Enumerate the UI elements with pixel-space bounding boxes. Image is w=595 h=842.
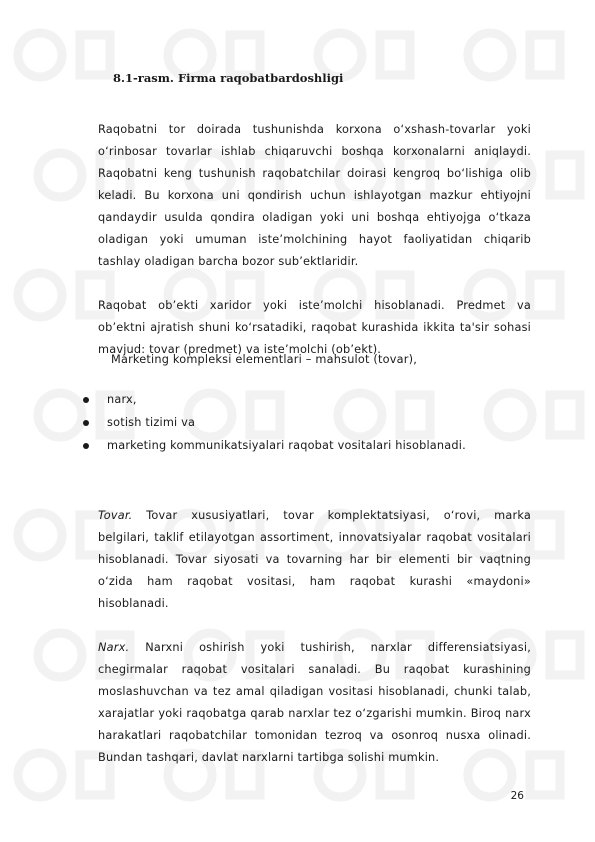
text-line: o‘rinbosar tovarlar ishlab chiqaruvchi boshqa korxonalarni aniqlaydi. bbox=[98, 145, 531, 158]
watermark-shape bbox=[38, 633, 82, 677]
text-line: qandaydir usulda qondira oladigan yoki uni boshqa ehtiyojga o‘tkaza bbox=[98, 211, 531, 224]
page-number: 26 bbox=[510, 790, 524, 802]
watermark-shape bbox=[18, 273, 62, 317]
text-line: xarajatlar yoki raqobatga qarab narxlar tez o‘zgarishi mumkin. Biroq narx bbox=[98, 707, 531, 720]
text-line: moslashuvchan va tez amal qiladigan vositasi hisoblanadi, chunki talab, bbox=[98, 685, 531, 698]
watermark-shape bbox=[530, 275, 560, 315]
list-item-text: marketing kommunikatsiyalari raqobat vositalari hisoblanadi. bbox=[107, 439, 466, 452]
text-line: hisoblanadi. Tovar siyosati va tovarning har bir elementi bir vaqtning bbox=[98, 553, 531, 566]
list-item-text: narx, bbox=[107, 393, 137, 406]
watermark-shape bbox=[550, 395, 580, 435]
text-line: Raqobat ob’ekti xaridor yoki iste’molchi hisoblanadi. Predmet va bbox=[98, 299, 531, 312]
bullet-icon bbox=[83, 420, 89, 426]
paragraph-product bbox=[98, 505, 531, 615]
text-line: harakatlari raqobatchilar tomonidan tezroq va osonroq nusxa olinadi. bbox=[98, 729, 531, 742]
paragraph-price bbox=[98, 637, 531, 769]
watermark-shape bbox=[488, 393, 532, 437]
watermark-shape bbox=[550, 155, 580, 195]
bullet-icon bbox=[83, 443, 89, 449]
text-line: oladigan yoki umuman iste’molchining hayot faoliyatidan chiqarib bbox=[98, 233, 531, 246]
text-line: Raqobatni keng tushunish raqobatchilar doirasi kengroq bo‘lishiga olib bbox=[98, 167, 531, 180]
watermark-shape bbox=[380, 35, 410, 75]
watermark-shape bbox=[530, 515, 560, 555]
watermark-shape bbox=[530, 755, 560, 795]
watermark-shape bbox=[530, 35, 560, 75]
text-line: keladi. Bu korxona uni qondirish uchun ishlayotgan mazkur ehtiyojni bbox=[98, 189, 531, 202]
text-line: Narx. Narxni oshirish yoki tushirish, narxlar differensiatsiyasi, bbox=[98, 641, 531, 654]
watermark-shape bbox=[550, 635, 580, 675]
text-line: tashlay oladigan barcha bozor sub’ektlaridir. bbox=[98, 255, 359, 268]
paragraph-lead: Narx. bbox=[98, 641, 130, 654]
bullet-list bbox=[80, 388, 466, 457]
bullet-icon bbox=[83, 397, 89, 403]
paragraph-marketing-complex: Marketing kompleksi elementlari – mahsulot (tovar), bbox=[111, 353, 418, 366]
watermark-shape bbox=[38, 153, 82, 197]
watermark-shape bbox=[18, 513, 62, 557]
watermark-shape bbox=[18, 753, 62, 797]
watermark-shape bbox=[468, 33, 512, 77]
text-line: chegirmalar raqobat vositalari sanaladi. Bu raqobat kurashining bbox=[98, 663, 531, 676]
watermark-shape bbox=[230, 35, 260, 75]
text-line: Tovar. Tovar xususiyatlari, tovar komplektatsiyasi, o‘rovi, marka bbox=[98, 509, 531, 522]
text-line: Raqobatni tor doirada tushunishda korxona o‘xshash-tovarlar yoki bbox=[98, 123, 531, 136]
watermark-shape bbox=[38, 393, 82, 437]
list-item bbox=[80, 388, 466, 411]
text-line: o‘zida ham raqobat vositasi, ham raqobat kurashi «maydoni» hisoblanadi. bbox=[98, 575, 531, 610]
text-line: Bundan tashqari, davlat narxlarni tartibga solishi mumkin. bbox=[98, 751, 440, 764]
list-item bbox=[80, 411, 466, 434]
list-item bbox=[80, 434, 466, 457]
figure-caption: 8.1-rasm. Firma raqobatbardoshligi bbox=[113, 71, 344, 85]
paragraph-lead: Tovar. bbox=[98, 509, 133, 522]
text-line: belgilari, taklif etilayotgan assortiment, innovatsiyalar raqobat vositalari bbox=[98, 531, 531, 544]
paragraph-competition bbox=[98, 119, 531, 273]
list-item-text: sotish tizimi va bbox=[107, 416, 196, 429]
watermark-shape bbox=[18, 33, 62, 77]
watermark-shape bbox=[80, 35, 110, 75]
text-line: mavjud: tovar (predmet) va iste’molchi (ob’ekt). bbox=[98, 343, 382, 356]
text-line: ob’ektni ajratish shuni ko‘rsatadiki, raqobat kurashida ikkita ta'sir sohasi bbox=[98, 321, 531, 334]
